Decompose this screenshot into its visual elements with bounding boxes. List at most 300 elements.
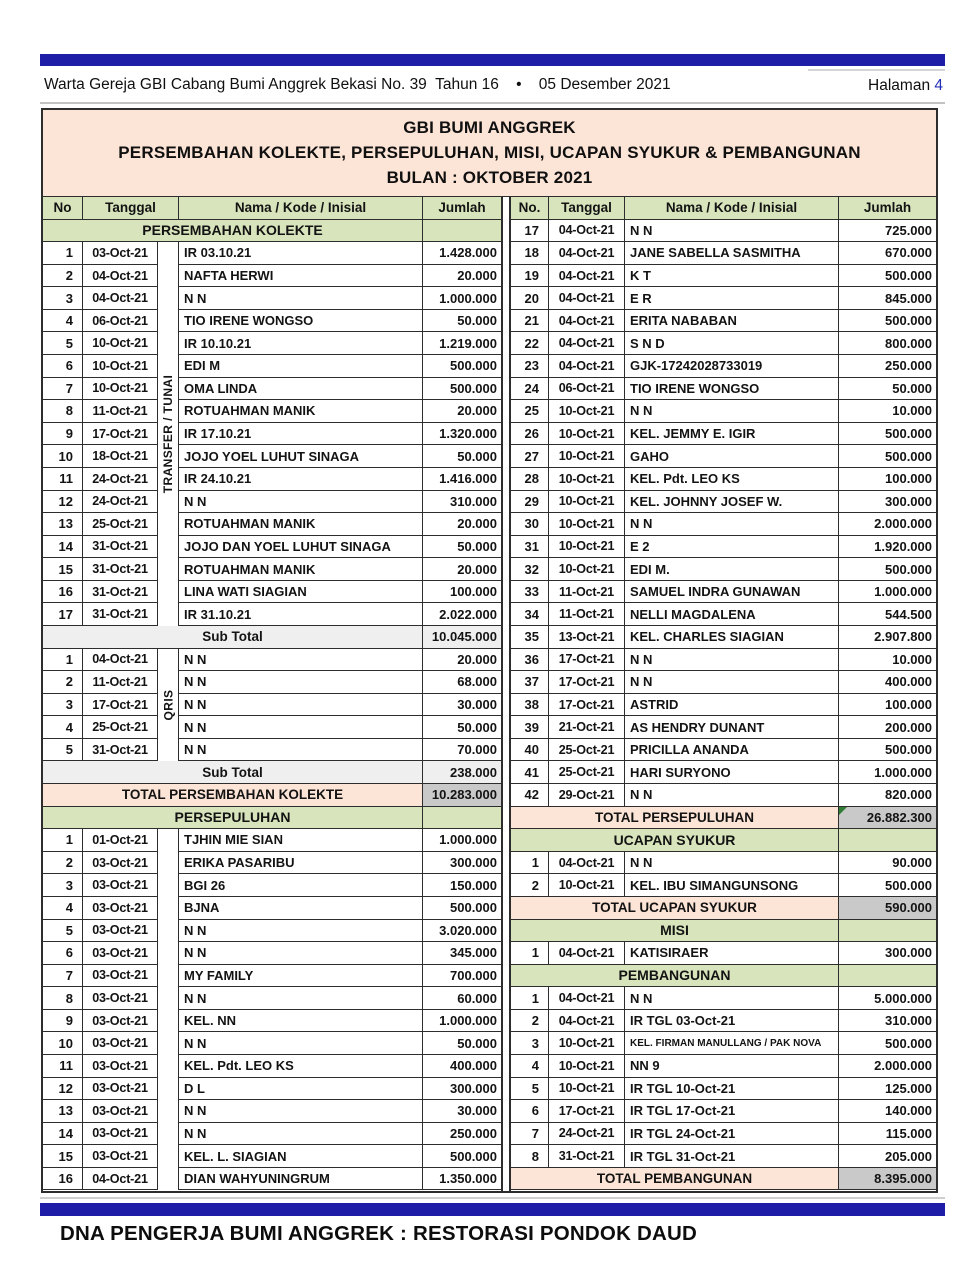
cell-no: 39 <box>511 716 549 739</box>
table-row <box>43 445 501 468</box>
cell-jumlah: 700.000 <box>423 965 501 988</box>
table-row <box>511 852 936 875</box>
cell-group-strip <box>158 694 179 717</box>
cell-nama: IR 31.10.21 <box>179 603 423 626</box>
cell-no: 5 <box>43 920 83 943</box>
cell-tanggal: 03-Oct-21 <box>83 1055 158 1078</box>
table-row <box>511 287 936 310</box>
cell-jumlah: 820.000 <box>839 784 936 807</box>
table-row <box>43 739 501 762</box>
cell-nama: MY FAMILY <box>179 965 423 988</box>
cell-tanggal: 10-Oct-21 <box>549 1055 625 1078</box>
cell-no: 14 <box>43 1123 83 1146</box>
cell-jumlah: 1.350.000 <box>423 1168 501 1191</box>
cell-tanggal: 04-Oct-21 <box>549 987 625 1010</box>
cell-tanggal: 04-Oct-21 <box>549 242 625 265</box>
table-row <box>43 400 501 423</box>
column-header: Tanggal <box>83 197 179 220</box>
cell-tanggal: 18-Oct-21 <box>83 445 158 468</box>
cell-nama: OMA LINDA <box>179 378 423 401</box>
cell-no: 24 <box>511 378 549 401</box>
cell-nama: IR TGL 17-Oct-21 <box>625 1100 839 1123</box>
cell-jumlah: 20.000 <box>423 400 501 423</box>
cell-group-strip <box>158 1032 179 1055</box>
cell-group-strip <box>158 558 179 581</box>
cell-tanggal: 31-Oct-21 <box>83 536 158 559</box>
cell-group-strip <box>158 1145 179 1168</box>
cell-jumlah: 300.000 <box>423 1078 501 1101</box>
cell-nama: N N <box>625 649 839 672</box>
cell-tanggal: 04-Oct-21 <box>83 1168 158 1191</box>
cell-jumlah: 20.000 <box>423 558 501 581</box>
cell-group-strip <box>158 1055 179 1078</box>
cell-no: 3 <box>43 287 83 310</box>
cell-jumlah: 60.000 <box>423 987 501 1010</box>
table-row <box>43 558 501 581</box>
cell-no: 1 <box>43 649 83 672</box>
cell-jumlah: 50.000 <box>423 1032 501 1055</box>
bulletin-masthead: Warta Gereja GBI Cabang Bumi Anggrek Bekasi No. 39 Tahun 16 • 05 Desember 2021 <box>44 76 671 93</box>
table-row <box>43 287 501 310</box>
cell-tanggal: 10-Oct-21 <box>549 513 625 536</box>
cell-nama: ERIKA PASARIBU <box>179 852 423 875</box>
cell-nama: N N <box>625 852 839 875</box>
cell-jumlah: 1.428.000 <box>423 242 501 265</box>
cell-no: 13 <box>43 1100 83 1123</box>
cell-tanggal: 03-Oct-21 <box>83 1010 158 1033</box>
total-value-text: 590.000 <box>885 900 932 916</box>
cell-tanggal: 24-Oct-21 <box>83 491 158 514</box>
cell-tanggal: 04-Oct-21 <box>549 220 625 243</box>
cell-nama: N N <box>625 784 839 807</box>
cell-jumlah: 50.000 <box>423 716 501 739</box>
cell-tanggal: 04-Oct-21 <box>549 265 625 288</box>
section-header-row <box>511 829 936 852</box>
cell-no: 8 <box>43 987 83 1010</box>
section-header-amount-cell <box>839 829 936 852</box>
cell-jumlah: 500.000 <box>423 1145 501 1168</box>
cell-nama: ASTRID <box>625 694 839 717</box>
total-label: TOTAL PERSEPULUHAN <box>511 807 839 830</box>
cell-no: 25 <box>511 400 549 423</box>
cell-jumlah: 100.000 <box>839 694 936 717</box>
cell-no: 28 <box>511 468 549 491</box>
cell-jumlah: 150.000 <box>423 874 501 897</box>
cell-no: 6 <box>511 1100 549 1123</box>
total-row <box>43 784 501 807</box>
cell-no: 31 <box>511 536 549 559</box>
total-value <box>423 761 501 784</box>
cell-tanggal: 25-Oct-21 <box>549 761 625 784</box>
cell-jumlah: 70.000 <box>423 739 501 762</box>
cell-no: 18 <box>511 242 549 265</box>
cell-jumlah: 30.000 <box>423 1100 501 1123</box>
cell-group-strip <box>158 445 179 468</box>
cell-no: 3 <box>43 874 83 897</box>
cell-tanggal: 21-Oct-21 <box>549 716 625 739</box>
table-row <box>43 852 501 875</box>
subtotal-row <box>43 626 501 649</box>
group-label-text: QRIS <box>161 689 176 721</box>
cell-group-strip <box>158 581 179 604</box>
cell-no: 17 <box>43 603 83 626</box>
cell-jumlah: 500.000 <box>839 423 936 446</box>
row-group <box>511 220 936 807</box>
table-row <box>511 603 936 626</box>
table-row <box>511 220 936 243</box>
cell-no: 29 <box>511 491 549 514</box>
table-row <box>43 603 501 626</box>
report-tables <box>43 197 936 1191</box>
cell-jumlah: 300.000 <box>423 852 501 875</box>
cell-nama: HARI SURYONO <box>625 761 839 784</box>
bottom-divider-bar <box>40 1203 945 1216</box>
cell-tanggal: 31-Oct-21 <box>83 603 158 626</box>
cell-jumlah: 50.000 <box>423 310 501 333</box>
cell-jumlah: 140.000 <box>839 1100 936 1123</box>
cell-jumlah: 400.000 <box>839 671 936 694</box>
section-title: PERSEMBAHAN KOLEKTE <box>43 220 423 243</box>
cell-tanggal: 10-Oct-21 <box>549 445 625 468</box>
cell-tanggal: 04-Oct-21 <box>549 332 625 355</box>
table-row <box>43 491 501 514</box>
cell-tanggal: 03-Oct-21 <box>83 242 158 265</box>
table-row <box>43 355 501 378</box>
cell-tanggal: 25-Oct-21 <box>83 716 158 739</box>
total-value-text: 26.882.300 <box>866 809 932 825</box>
table-row <box>511 671 936 694</box>
cell-nama: LINA WATI SIAGIAN <box>179 581 423 604</box>
cell-jumlah: 500.000 <box>839 265 936 288</box>
cell-nama: PRICILLA ANANDA <box>625 739 839 762</box>
section-title: MISI <box>511 920 839 943</box>
table-row <box>43 536 501 559</box>
cell-nama: ERITA NABABAN <box>625 310 839 333</box>
table-row <box>511 242 936 265</box>
total-row <box>511 1168 936 1191</box>
cell-group-strip <box>158 1078 179 1101</box>
section-header-row <box>43 220 501 243</box>
table-row <box>511 942 936 965</box>
cell-nama: N N <box>179 920 423 943</box>
cell-group-strip <box>158 400 179 423</box>
cell-jumlah: 115.000 <box>839 1123 936 1146</box>
cell-tanggal: 13-Oct-21 <box>549 626 625 649</box>
cell-no: 8 <box>43 400 83 423</box>
cell-nama: KEL. IBU SIMANGUNSONG <box>625 874 839 897</box>
cell-jumlah: 345.000 <box>423 942 501 965</box>
cell-group-strip <box>158 897 179 920</box>
page-number-label: Halaman <box>868 77 935 94</box>
total-value-text: 238.000 <box>450 764 497 780</box>
cell-no: 17 <box>511 220 549 243</box>
cell-no: 20 <box>511 287 549 310</box>
section-header-amount-cell <box>839 965 936 988</box>
cell-note-marker <box>839 807 847 815</box>
table-row <box>511 784 936 807</box>
row-group <box>511 852 936 897</box>
cell-no: 9 <box>43 1010 83 1033</box>
row-group <box>43 829 501 1190</box>
cell-no: 15 <box>43 1145 83 1168</box>
cell-no: 2 <box>43 852 83 875</box>
cell-tanggal: 03-Oct-21 <box>83 1123 158 1146</box>
row-group <box>511 942 936 965</box>
table-row <box>511 513 936 536</box>
cell-no: 19 <box>511 265 549 288</box>
cell-jumlah: 1.000.000 <box>423 829 501 852</box>
section-title: PEMBANGUNAN <box>511 965 839 988</box>
cell-no: 9 <box>43 423 83 446</box>
cell-nama: IR TGL 24-Oct-21 <box>625 1123 839 1146</box>
total-row <box>511 897 936 920</box>
table-row <box>43 378 501 401</box>
cell-tanggal: 10-Oct-21 <box>549 536 625 559</box>
section-header-amount-cell <box>423 220 501 243</box>
table-row <box>511 626 936 649</box>
cell-nama: E 2 <box>625 536 839 559</box>
cell-jumlah: 5.000.000 <box>839 987 936 1010</box>
cell-tanggal: 10-Oct-21 <box>83 378 158 401</box>
cell-no: 4 <box>511 1055 549 1078</box>
row-group <box>43 242 501 626</box>
row-group <box>43 649 501 762</box>
page-number-value: 4 <box>934 77 943 94</box>
cell-tanggal: 03-Oct-21 <box>83 965 158 988</box>
total-value-text: 8.395.000 <box>874 1171 932 1187</box>
cell-group-strip <box>158 739 179 762</box>
cell-no: 23 <box>511 355 549 378</box>
cell-no: 21 <box>511 310 549 333</box>
cell-jumlah: 400.000 <box>423 1055 501 1078</box>
cell-no: 5 <box>43 332 83 355</box>
cell-no: 4 <box>43 716 83 739</box>
cell-tanggal: 01-Oct-21 <box>83 829 158 852</box>
cell-no: 1 <box>43 242 83 265</box>
cell-nama: K T <box>625 265 839 288</box>
cell-no: 34 <box>511 603 549 626</box>
cell-tanggal: 04-Oct-21 <box>83 649 158 672</box>
cell-nama: TIO IRENE WONGSO <box>625 378 839 401</box>
column-header: Nama / Kode / Inisial <box>179 197 423 220</box>
cell-group-strip <box>158 310 179 333</box>
cell-tanggal: 10-Oct-21 <box>549 468 625 491</box>
cell-nama: NN 9 <box>625 1055 839 1078</box>
cell-nama: NAFTA HERWI <box>179 265 423 288</box>
cell-tanggal: 31-Oct-21 <box>83 581 158 604</box>
cell-jumlah: 310.000 <box>423 491 501 514</box>
cell-no: 11 <box>43 468 83 491</box>
cell-nama: BGI 26 <box>179 874 423 897</box>
cell-jumlah: 50.000 <box>839 378 936 401</box>
table-row <box>43 1078 501 1101</box>
cell-no: 6 <box>43 942 83 965</box>
cell-group-strip <box>158 716 179 739</box>
cell-tanggal: 17-Oct-21 <box>83 423 158 446</box>
cell-no: 40 <box>511 739 549 762</box>
cell-jumlah: 20.000 <box>423 265 501 288</box>
cell-no: 7 <box>511 1123 549 1146</box>
table-row <box>43 332 501 355</box>
total-value <box>839 897 936 920</box>
cell-jumlah: 200.000 <box>839 716 936 739</box>
cell-jumlah: 500.000 <box>839 874 936 897</box>
cell-jumlah: 10.000 <box>839 649 936 672</box>
cell-nama: TJHIN MIE SIAN <box>179 829 423 852</box>
cell-group-strip <box>158 1010 179 1033</box>
cell-nama: N N <box>179 491 423 514</box>
cell-jumlah: 68.000 <box>423 671 501 694</box>
table-row <box>511 874 936 897</box>
table-row <box>43 1168 501 1191</box>
cell-nama: NELLI MAGDALENA <box>625 603 839 626</box>
left-table <box>43 197 503 1191</box>
cell-nama: IR 03.10.21 <box>179 242 423 265</box>
total-label: TOTAL UCAPAN SYUKUR <box>511 897 839 920</box>
cell-tanggal: 25-Oct-21 <box>549 739 625 762</box>
cell-tanggal: 29-Oct-21 <box>549 784 625 807</box>
table-row <box>511 536 936 559</box>
cell-no: 1 <box>43 829 83 852</box>
table-row <box>511 1100 936 1123</box>
cell-jumlah: 30.000 <box>423 694 501 717</box>
cell-no: 7 <box>43 378 83 401</box>
cell-tanggal: 11-Oct-21 <box>83 400 158 423</box>
cell-tanggal: 11-Oct-21 <box>83 671 158 694</box>
footer-text: DNA PENGERJA BUMI ANGGREK : RESTORASI PONDOK DAUD <box>60 1222 697 1245</box>
cell-tanggal: 10-Oct-21 <box>83 355 158 378</box>
column-header: No <box>43 197 83 220</box>
cell-group-strip <box>158 1100 179 1123</box>
cell-nama: D L <box>179 1078 423 1101</box>
table-row <box>43 897 501 920</box>
cell-no: 38 <box>511 694 549 717</box>
cell-no: 16 <box>43 581 83 604</box>
cell-tanggal: 04-Oct-21 <box>549 1010 625 1033</box>
cell-tanggal: 10-Oct-21 <box>549 1078 625 1101</box>
total-value-text: 10.045.000 <box>431 629 497 645</box>
cell-tanggal: 10-Oct-21 <box>549 1032 625 1055</box>
table-row <box>43 1032 501 1055</box>
cell-group-strip <box>158 852 179 875</box>
cell-group-strip <box>158 965 179 988</box>
cell-nama: IR TGL 10-Oct-21 <box>625 1078 839 1101</box>
cell-group-strip <box>158 468 179 491</box>
cell-jumlah: 544.500 <box>839 603 936 626</box>
cell-tanggal: 03-Oct-21 <box>83 1100 158 1123</box>
cell-tanggal: 03-Oct-21 <box>83 987 158 1010</box>
cell-nama: IR 24.10.21 <box>179 468 423 491</box>
table-row <box>511 423 936 446</box>
cell-no: 5 <box>511 1078 549 1101</box>
table-row <box>43 874 501 897</box>
table-row <box>511 355 936 378</box>
cell-no: 7 <box>43 965 83 988</box>
cell-jumlah: 1.320.000 <box>423 423 501 446</box>
table-row <box>43 987 501 1010</box>
table-row <box>511 378 936 401</box>
cell-jumlah: 800.000 <box>839 332 936 355</box>
cell-tanggal: 11-Oct-21 <box>549 603 625 626</box>
cell-tanggal: 10-Oct-21 <box>549 400 625 423</box>
cell-group-strip <box>158 987 179 1010</box>
cell-tanggal: 03-Oct-21 <box>83 1032 158 1055</box>
cell-nama: E R <box>625 287 839 310</box>
cell-tanggal: 03-Oct-21 <box>83 942 158 965</box>
cell-nama: KEL. FIRMAN MANULLANG / PAK NOVA <box>625 1032 839 1055</box>
section-header-row <box>511 920 936 943</box>
cell-nama: SAMUEL INDRA GUNAWAN <box>625 581 839 604</box>
cell-tanggal: 17-Oct-21 <box>549 1100 625 1123</box>
table-row <box>43 1145 501 1168</box>
cell-jumlah: 10.000 <box>839 400 936 423</box>
cell-no: 36 <box>511 649 549 672</box>
cell-jumlah: 670.000 <box>839 242 936 265</box>
cell-jumlah: 2.022.000 <box>423 603 501 626</box>
cell-no: 14 <box>43 536 83 559</box>
table-row <box>43 581 501 604</box>
cell-no: 27 <box>511 445 549 468</box>
cell-jumlah: 1.920.000 <box>839 536 936 559</box>
cell-jumlah: 1.219.000 <box>423 332 501 355</box>
cell-nama: KEL. L. SIAGIAN <box>179 1145 423 1168</box>
cell-nama: IR TGL 31-Oct-21 <box>625 1145 839 1168</box>
cell-jumlah: 20.000 <box>423 649 501 672</box>
cell-nama: KEL. Pdt. LEO KS <box>179 1055 423 1078</box>
cell-jumlah: 1.000.000 <box>839 581 936 604</box>
cell-no: 30 <box>511 513 549 536</box>
cell-tanggal: 03-Oct-21 <box>83 874 158 897</box>
cell-group-strip <box>158 423 179 446</box>
table-row <box>43 965 501 988</box>
table-row <box>511 739 936 762</box>
cell-jumlah: 500.000 <box>839 558 936 581</box>
cell-jumlah: 845.000 <box>839 287 936 310</box>
table-row <box>511 761 936 784</box>
table-row <box>43 468 501 491</box>
table-row <box>511 694 936 717</box>
table-row <box>511 332 936 355</box>
cell-jumlah: 50.000 <box>423 536 501 559</box>
cell-nama: KEL. JEMMY E. IGIR <box>625 423 839 446</box>
table-row <box>43 242 501 265</box>
cell-nama: N N <box>179 694 423 717</box>
cell-group-strip <box>158 649 179 672</box>
cell-tanggal: 04-Oct-21 <box>549 287 625 310</box>
cell-jumlah: 500.000 <box>423 897 501 920</box>
total-label: Sub Total <box>43 761 423 784</box>
table-row <box>511 1123 936 1146</box>
cell-group-strip <box>158 603 179 626</box>
top-divider-bar <box>40 54 945 66</box>
cell-no: 12 <box>43 1078 83 1101</box>
cell-nama: N N <box>179 649 423 672</box>
cell-jumlah: 1.416.000 <box>423 468 501 491</box>
cell-nama: N N <box>179 287 423 310</box>
cell-nama: DIAN WAHYUNINGRUM <box>179 1168 423 1191</box>
cell-jumlah: 2.000.000 <box>839 513 936 536</box>
row-group <box>511 987 936 1168</box>
cell-nama: KEL. NN <box>179 1010 423 1033</box>
table-row <box>511 468 936 491</box>
table-row <box>511 491 936 514</box>
cell-jumlah: 3.020.000 <box>423 920 501 943</box>
report-title: GBI BUMI ANGGREK <box>403 118 576 137</box>
cell-tanggal: 04-Oct-21 <box>549 942 625 965</box>
table-row <box>511 400 936 423</box>
table-row <box>43 1100 501 1123</box>
table-row <box>511 445 936 468</box>
